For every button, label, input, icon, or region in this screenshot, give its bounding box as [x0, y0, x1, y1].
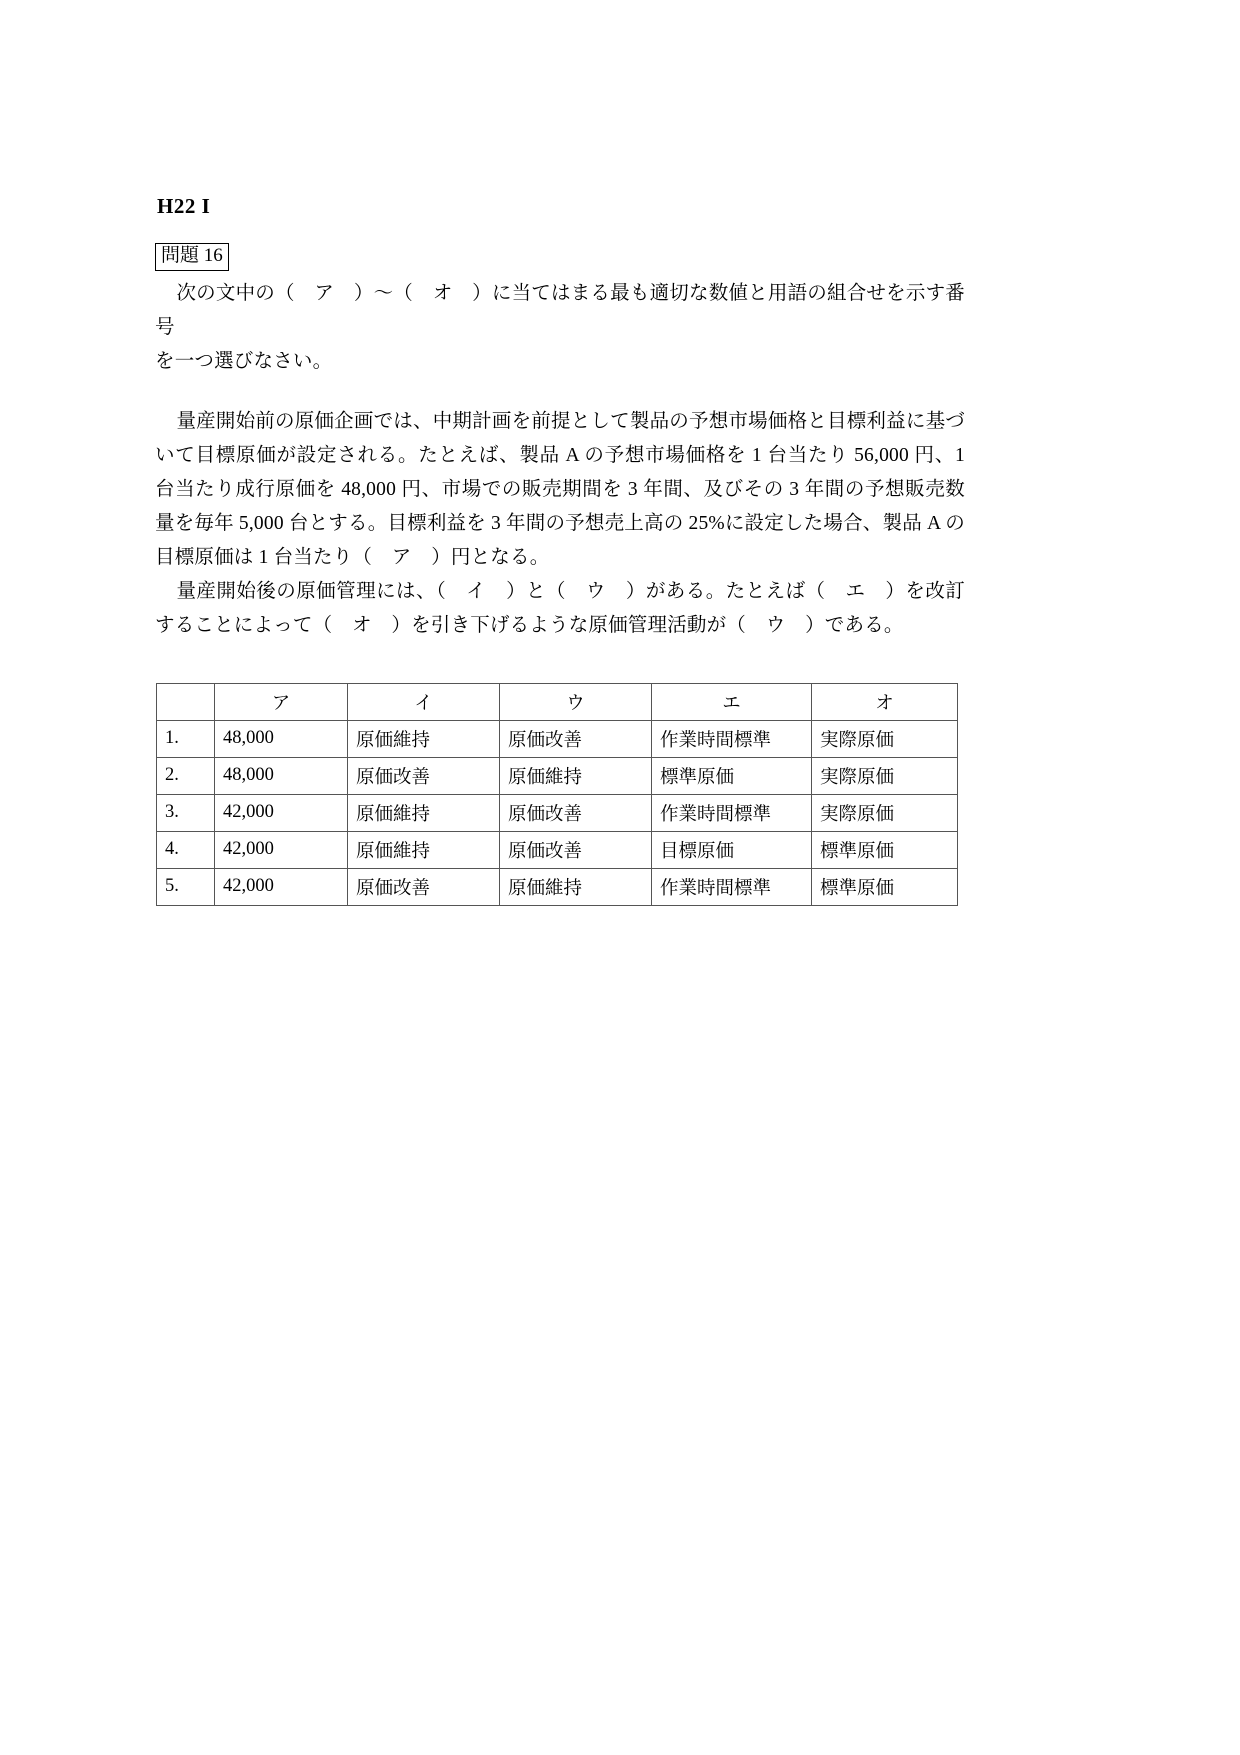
cell-a: 42,000 — [215, 794, 348, 831]
table-row[interactable] — [157, 757, 958, 794]
cell-a: 48,000 — [215, 757, 348, 794]
row-index: 1. — [157, 720, 215, 757]
row-index: 4. — [157, 831, 215, 868]
table-header-row — [157, 683, 958, 720]
question-number-container — [155, 243, 965, 271]
cell-i: 原価改善 — [348, 757, 500, 794]
cell-e: 作業時間標準 — [652, 794, 812, 831]
table-row[interactable] — [157, 868, 958, 905]
cell-i: 原価維持 — [348, 720, 500, 757]
table-row[interactable] — [157, 831, 958, 868]
cell-e: 作業時間標準 — [652, 868, 812, 905]
row-index: 5. — [157, 868, 215, 905]
cell-e: 目標原価 — [652, 831, 812, 868]
row-index: 3. — [157, 794, 215, 831]
cell-i: 原価維持 — [348, 831, 500, 868]
answer-table — [156, 683, 958, 906]
cell-o: 標準原価 — [812, 831, 958, 868]
question-number-box: 問題 16 — [155, 243, 229, 271]
column-header-index — [157, 683, 215, 720]
column-header-e: エ — [652, 683, 812, 720]
column-header-o: オ — [812, 683, 958, 720]
instruction-line-1: 次の文中の（ ア ）～（ オ ）に当てはまる最も適切な数値と用語の組合せを示す番号 — [155, 282, 965, 338]
cell-o: 実際原価 — [812, 794, 958, 831]
instruction-line-2: を一つ選びなさい。 — [155, 350, 333, 372]
cell-u: 原価維持 — [500, 757, 652, 794]
table-row[interactable] — [157, 720, 958, 757]
column-header-a: ア — [215, 683, 348, 720]
cell-i: 原価改善 — [348, 868, 500, 905]
cell-u: 原価改善 — [500, 720, 652, 757]
cell-a: 42,000 — [215, 868, 348, 905]
cell-i: 原価維持 — [348, 794, 500, 831]
column-header-i: イ — [348, 683, 500, 720]
cell-e: 作業時間標準 — [652, 720, 812, 757]
cell-o: 実際原価 — [812, 757, 958, 794]
cell-u: 原価改善 — [500, 831, 652, 868]
page-content — [155, 196, 965, 906]
cell-e: 標準原価 — [652, 757, 812, 794]
table-row[interactable] — [157, 794, 958, 831]
paragraph-spacer — [155, 379, 965, 405]
column-header-u: ウ — [500, 683, 652, 720]
cell-u: 原価改善 — [500, 794, 652, 831]
body-paragraph-2: 量産開始後の原価管理には、（ イ ）と（ ウ ）がある。たとえば（ エ ）を改訂することによって（ オ ）を引き下げるような原価管理活動が（ ウ ）である。 — [155, 580, 965, 636]
row-index: 2. — [157, 757, 215, 794]
body-paragraph-1: 量産開始前の原価企画では、中期計画を前提として製品の予想市場価格と目標利益に基づいて目標原価が設定される。たとえば、製品 A の予想市場価格を 1 台当たり 56,000 円、1 台当たり成行原価を 48,000 円、市場での販売期間を 3 年間、及びその 3 年間の予想販売数量を毎年 5,000 台とする。目標利益を 3 年間の予想売上高の 25%に設定した場合、製品 A の目標原価は 1 台当たり（ ア ）円となる。 — [155, 410, 965, 568]
cell-o: 実際原価 — [812, 720, 958, 757]
cell-u: 原価維持 — [500, 868, 652, 905]
cell-a: 42,000 — [215, 831, 348, 868]
cell-o: 標準原価 — [812, 868, 958, 905]
cell-a: 48,000 — [215, 720, 348, 757]
document-header: H22 I — [157, 194, 211, 218]
answer-table-container — [156, 683, 965, 906]
